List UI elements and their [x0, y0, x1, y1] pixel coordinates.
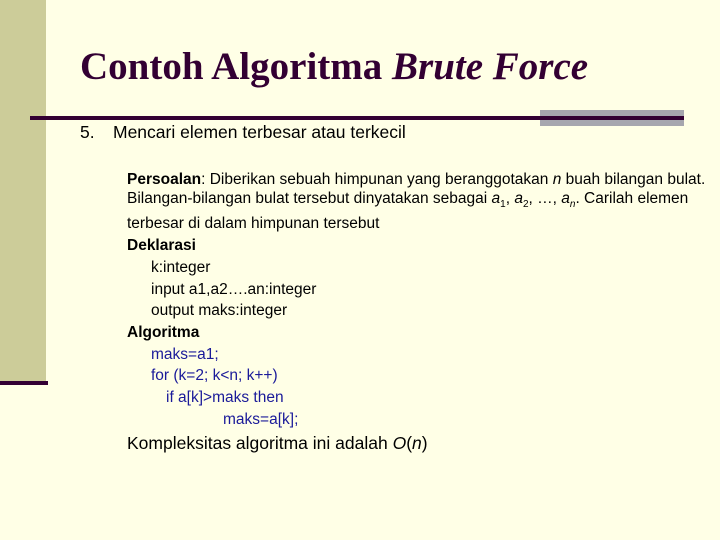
code-line: maks=a1; [151, 345, 219, 363]
sub-1: 1 [500, 199, 506, 211]
section-heading [80, 122, 406, 143]
paren-open: ( [406, 433, 413, 454]
heading-number: 5. [80, 122, 95, 142]
code-line: maks=a[k]; [223, 410, 299, 428]
left-decor-bar [0, 0, 46, 382]
problem-label: Persoalan [127, 171, 202, 188]
sub-2: 2 [522, 199, 529, 211]
problem-text-3: . Carilah elemen terbesar di dalam himpunan tersebut [127, 190, 689, 233]
var-a: a [514, 190, 523, 207]
title-plain: Contoh Algoritma [80, 45, 392, 88]
declaration-line: input a1,a2….an:integer [151, 280, 317, 298]
var-a: a [491, 190, 501, 207]
problem-n: n [552, 171, 562, 188]
code-line: for (k=2; k<n; k++) [151, 367, 278, 385]
algorithm-label-text: Algoritma [127, 323, 200, 341]
complexity-n: n [412, 433, 422, 454]
heading-text: Mencari elemen terbesar atau terkecil [113, 122, 406, 142]
declaration-label-text: Deklarasi [127, 237, 196, 255]
sep-2: , …, [528, 190, 562, 207]
declaration-line: output maks:integer [151, 302, 288, 320]
complexity-text: Kompleksitas algoritma ini adalah [127, 433, 393, 454]
algorithm-label [127, 322, 707, 344]
code-line: if a[k]>maks then [166, 389, 284, 407]
declaration-line: k:integer [151, 258, 211, 276]
title-divider [30, 116, 684, 120]
problem-text-1: : Diberikan sebuah himpunan yang beranggotakan [201, 171, 553, 188]
complexity-statement [127, 433, 707, 455]
complexity-o: O [392, 433, 407, 454]
title-italic: Brute Force [392, 45, 589, 88]
problem-text-2: buah bilangan bulat. Bilangan-bilangan bulat tersebut dinyatakan sebagai [127, 171, 706, 207]
paren-close: ) [421, 433, 428, 454]
left-decor-line [0, 381, 48, 385]
declaration-label [127, 235, 707, 257]
slide-body [127, 170, 707, 455]
problem-statement [127, 170, 707, 233]
sub-n: n [569, 199, 576, 211]
var-a: a [561, 190, 570, 207]
sep-1: , [505, 190, 515, 207]
slide-title [80, 44, 588, 89]
